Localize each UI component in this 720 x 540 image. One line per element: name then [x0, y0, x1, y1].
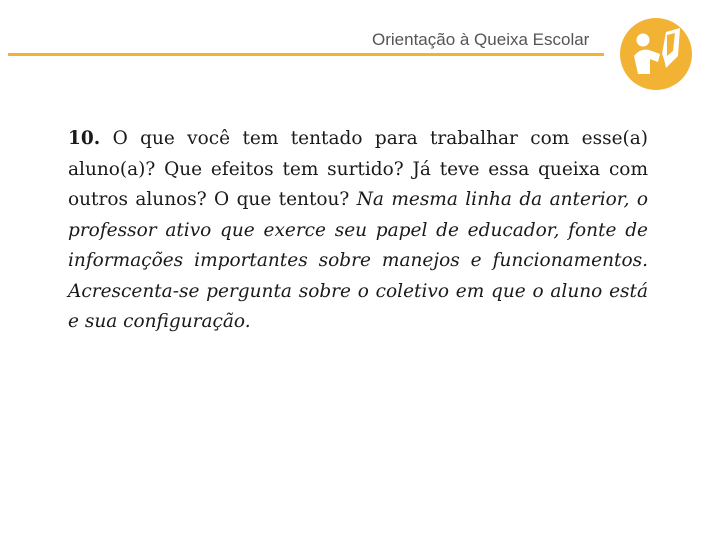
logo-head: [637, 34, 650, 47]
note-text: Na mesma linha da anterior, o professor ativo que exerce seu papel de educador, fonte de informações importantes sobre manejos e funcionamentos. Acrescenta-se pergunta sobre o coletivo em que o aluno está e sua configuração.: [68, 189, 648, 332]
header-title: Orientação à Queixa Escolar: [372, 30, 590, 49]
question-block: [68, 124, 648, 338]
question-text: O que você tem tentado para trabalhar com esse(a) aluno(a)? Que efeitos tem surtido? Já teve essa queixa com outros alunos? O que tentou?: [68, 128, 648, 210]
header-divider: [8, 53, 604, 56]
question-paragraph: [68, 124, 648, 338]
question-number: 10.: [68, 128, 101, 149]
person-reading-icon: [620, 18, 692, 90]
